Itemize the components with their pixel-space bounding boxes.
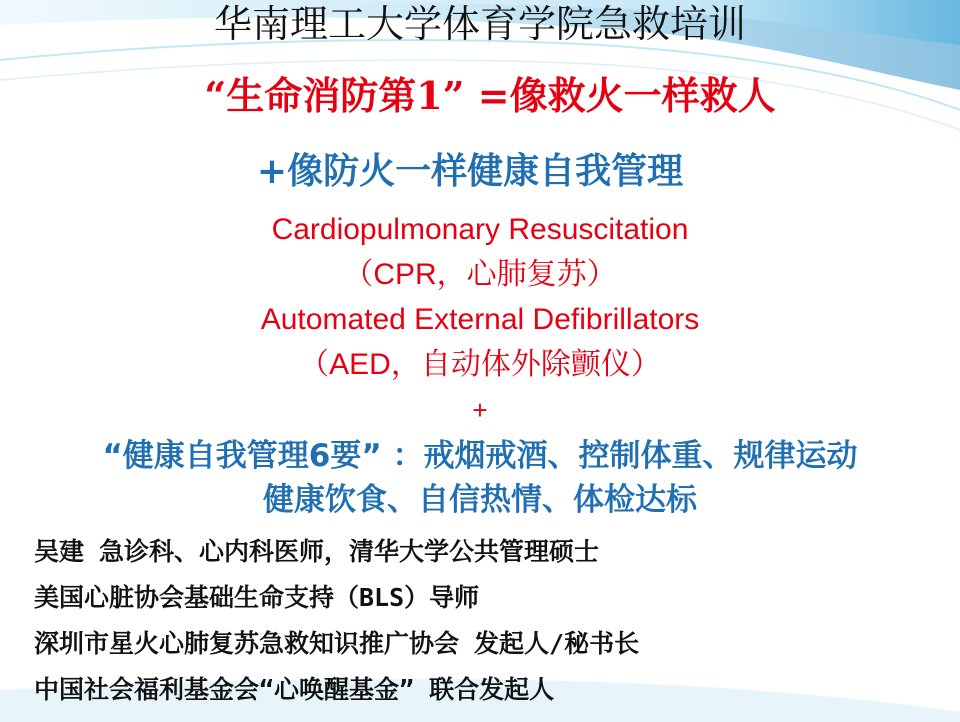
cpr-chinese: （CPR，心肺复苏） xyxy=(343,258,617,291)
health-management-line-2: 健康饮食、自信热情、体检达标 xyxy=(263,482,697,518)
slide-title: 华南理工大学体育学院急救培训 xyxy=(213,2,746,46)
aed-chinese: （AED，自动体外除颤仪） xyxy=(299,348,661,381)
plus-sign: + xyxy=(472,395,488,425)
aed-english: Automated External Defibrillators xyxy=(260,303,700,336)
author-line-1: 吴建 急诊科、心内科医师，清华大学公共管理硕士 xyxy=(34,537,600,566)
author-line-3: 深圳市星火心肺复苏急救知识推广协会 发起人/秘书长 xyxy=(34,629,640,658)
cpr-english: Cardiopulmonary Resuscitation xyxy=(271,213,689,246)
author-line-4: 中国社会福利基金会“心唤醒基金” 联合发起人 xyxy=(34,675,555,704)
slogan-line-1: “生命消防第1” =像救火一样救人 xyxy=(204,73,776,118)
slogan-line-2: +像防火一样健康自我管理 xyxy=(256,151,684,192)
health-management-line-1: “健康自我管理6要” ：戒烟戒酒、控制体重、规律运动 xyxy=(102,438,858,474)
author-line-2: 美国心脏协会基础生命支持（BLS）导师 xyxy=(34,583,480,612)
